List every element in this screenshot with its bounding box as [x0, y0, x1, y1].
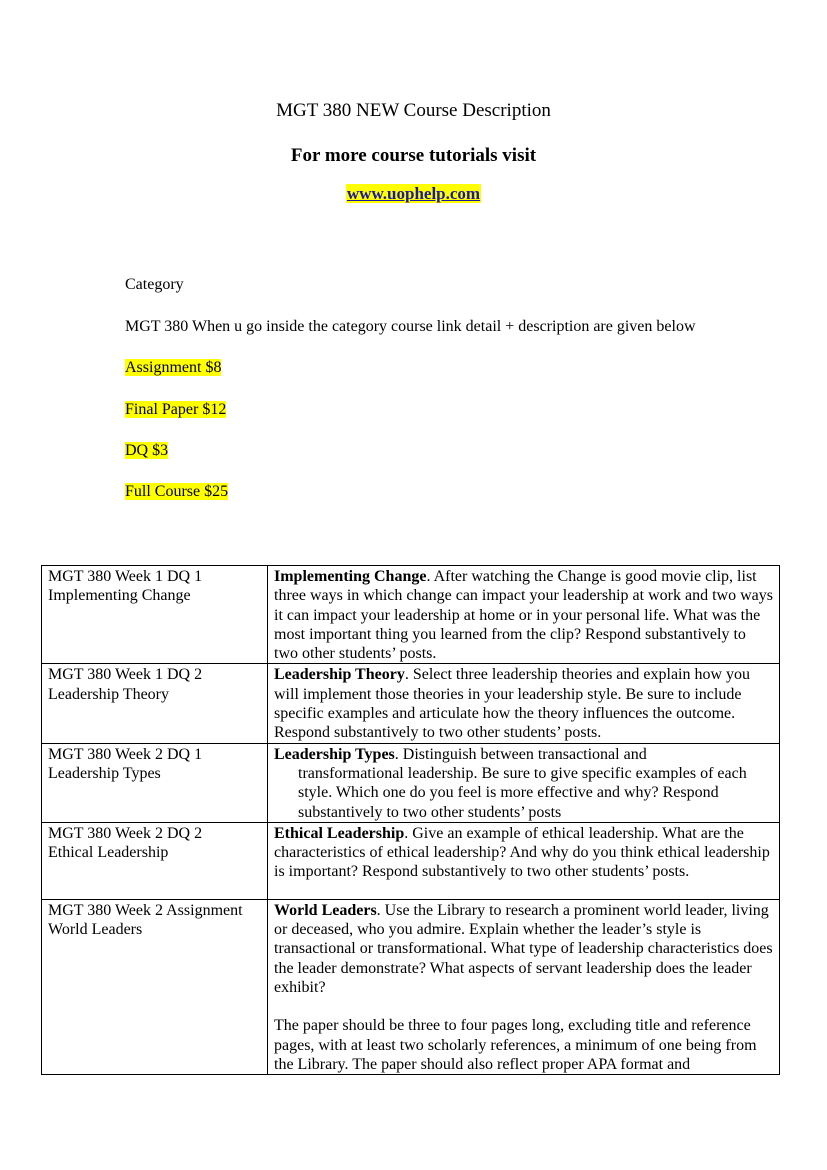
- row-name: Ethical Leadership: [48, 844, 169, 862]
- category-description: MGT 380 When u go inside the category course link detail + description are given below: [125, 318, 696, 335]
- row-code: MGT 380 Week 2 Assignment: [48, 901, 243, 919]
- table-row: [42, 566, 780, 664]
- document-subtitle: For more course tutorials visit: [290, 145, 537, 166]
- row-heading: Leadership Theory: [274, 666, 405, 684]
- document-title: MGT 380 NEW Course Description: [276, 100, 551, 121]
- category-label: Category: [125, 276, 184, 293]
- price-full-course: Full Course $25: [125, 483, 229, 500]
- row-title-cell: [42, 822, 268, 899]
- row-name: Leadership Types: [48, 764, 161, 782]
- row-title-cell: [42, 743, 268, 822]
- price-assignment: Assignment $8: [125, 359, 222, 376]
- row-heading: World Leaders: [274, 901, 377, 919]
- row-heading: Implementing Change: [274, 568, 427, 585]
- row-text: . Select three leadership theories and explain how you will implement those theories in your leadership style. Be sure to include specific examples and articulate how the theory influences the outcome. Respond substantively to two other students’ posts.: [274, 666, 751, 742]
- table-row: [42, 822, 780, 899]
- row-title-cell: [42, 899, 268, 1074]
- row-heading: Leadership Types: [274, 745, 395, 763]
- row-text: . Use the Library to research a prominent world leader, living or deceased, who you admire. Explain whether the leader’s style is transactional or transformational. What type of leadership characteristics does the leader demonstrate? What aspects of servant leadership does the leader exhibit?: [274, 901, 773, 997]
- table-row: [42, 899, 780, 1074]
- table-row: [42, 743, 780, 822]
- link-container: [0, 184, 827, 204]
- price-final-paper: Final Paper $12: [125, 401, 227, 418]
- row-heading: Ethical Leadership: [274, 824, 405, 842]
- row-description-cell: [268, 743, 780, 822]
- row-title-cell: [42, 566, 268, 664]
- row-name: Leadership Theory: [48, 685, 169, 703]
- row-title-cell: [42, 664, 268, 743]
- paragraph-gap: [274, 997, 773, 1016]
- website-link[interactable]: www.uophelp.com: [346, 184, 481, 203]
- row-description-cell: [268, 822, 780, 899]
- row-code: MGT 380 Week 2 DQ 1: [48, 745, 203, 763]
- row-code: MGT 380 Week 1 DQ 1: [48, 568, 203, 585]
- row-description-cell: [268, 664, 780, 743]
- row-name: Implementing Change: [48, 587, 191, 605]
- row-text-continued: transformational leadership. Be sure to give specific examples of each style. Which one do you feel is more effective and why? Respond substantively to two other students’ posts: [298, 764, 747, 821]
- row-code: MGT 380 Week 2 DQ 2: [48, 824, 203, 842]
- row-description-cell: [268, 566, 780, 664]
- row-text-paragraph-2: The paper should be three to four pages long, excluding title and reference pages, with at least two scholarly references, a minimum of one being from the Library. The paper should also reflect proper APA format and: [274, 1017, 757, 1073]
- table-row: [42, 664, 780, 743]
- row-text: . After watching the Change is good movie clip, list three ways in which change can impact your leadership at work and two ways it can impact your leadership at home or in your personal life. What was the most important thing you learned from the clip? Respond substantively to two other students’ posts.: [274, 568, 773, 663]
- price-dq: DQ $3: [125, 442, 169, 459]
- row-name: World Leaders: [48, 921, 143, 939]
- row-text: . Distinguish between transactional and: [394, 745, 647, 763]
- row-description-cell: [268, 899, 780, 1074]
- row-text: . Give an example of ethical leadership. What are the characteristics of ethical leadership? And why do you think ethical leadership is important? Respond substantively to two other students’ posts.: [274, 824, 770, 881]
- row-code: MGT 380 Week 1 DQ 2: [48, 666, 203, 684]
- course-table: [41, 565, 780, 1075]
